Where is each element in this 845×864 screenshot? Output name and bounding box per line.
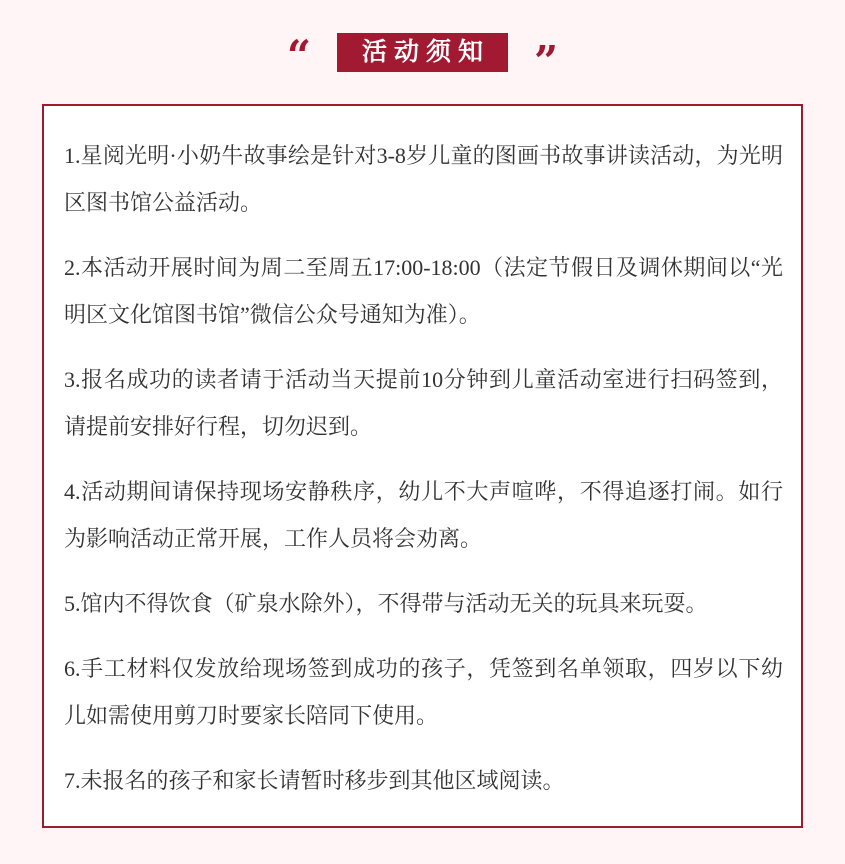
notice-item-1: 1.星阅光明·小奶牛故事绘是针对3-8岁儿童的图画书故事讲读活动，为光明区图书馆公益活动。 — [64, 143, 783, 215]
section-header — [0, 0, 845, 86]
notice-item-7: 7.未报名的孩子和家长请暂时移步到其他区域阅读。 — [64, 768, 565, 793]
notice-item-2: 2.本活动开展时间为周二至周五17:00-18:00（法定节假日及调休期间以“光明区文化馆图书馆”微信公众号通知为准）。 — [64, 255, 783, 327]
notice-item-6: 6.手工材料仅发放给现场签到成功的孩子，凭签到名单领取，四岁以下幼儿如需使用剪刀时要家长陪同下使用。 — [64, 656, 783, 728]
section-title: 活动须知 — [361, 37, 490, 66]
open-quote-icon: “ — [286, 31, 311, 80]
notice-item-4: 4.活动期间请保持现场安静秩序，幼儿不大声喧哗，不得追逐打闹。如行为影响活动正常开展，工作人员将会劝离。 — [64, 479, 783, 551]
notice-box — [42, 104, 803, 828]
close-quote-icon: ” — [534, 37, 559, 86]
notice-item-3: 3.报名成功的读者请于活动当天提前10分钟到儿童活动室进行扫码签到，请提前安排好行程，切勿迟到。 — [64, 367, 783, 439]
section-title-badge — [337, 33, 508, 72]
notice-item-5: 5.馆内不得饮食（矿泉水除外），不得带与活动无关的玩具来玩耍。 — [64, 591, 708, 616]
